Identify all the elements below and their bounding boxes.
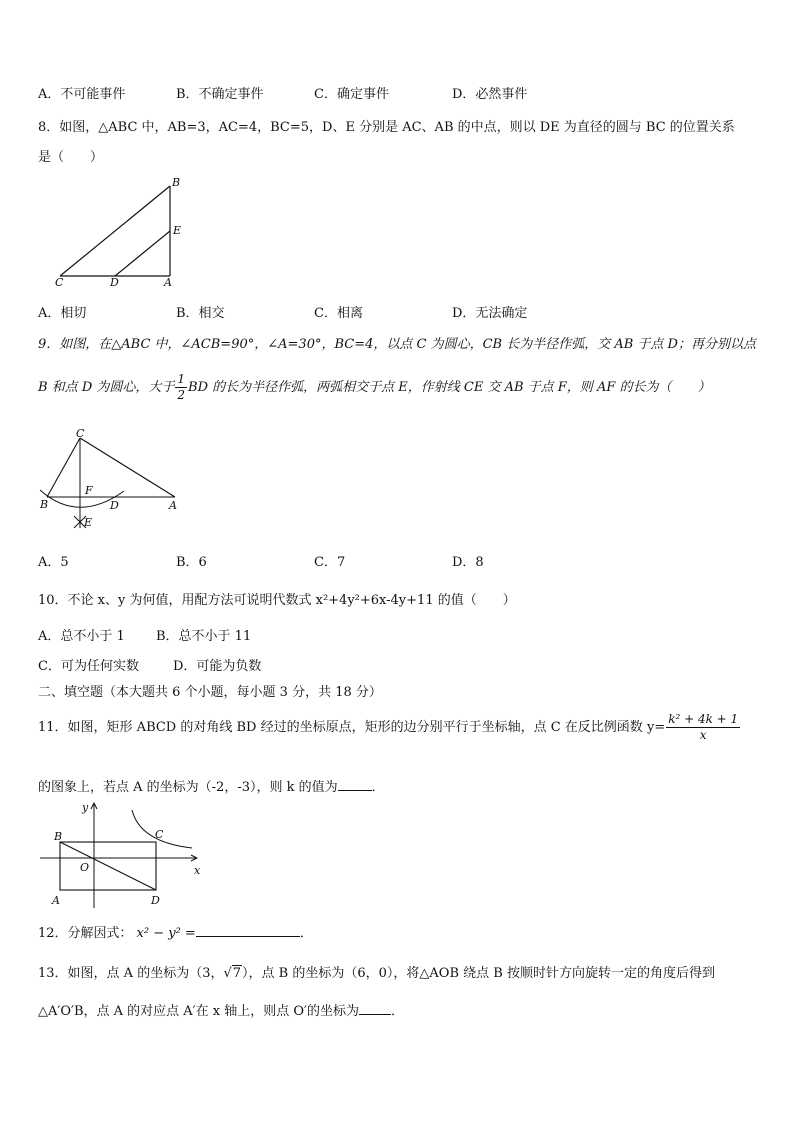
q13-stem-line1-a: 13．如图，点 A 的坐标为（3， <box>38 966 224 981</box>
q9-options <box>38 551 484 570</box>
q7-option-d: D．必然事件 <box>452 87 528 102</box>
q7-option-b: B．不确定事件 <box>176 87 264 102</box>
q8-label-c: C <box>55 276 64 289</box>
q9-option-d: D．8 <box>452 555 484 570</box>
q9-option-b: B．6 <box>176 555 207 570</box>
q11-stem-line2-b: ． <box>371 780 385 795</box>
q12-prefix: 12．分解因式： <box>38 926 133 941</box>
q10-option-d: D．可能为负数 <box>173 659 262 674</box>
q9-frac-den: 2 <box>177 388 186 402</box>
q13-stem-line2-a: △A′O′B，点 A 的对应点 A′在 x 轴上，则点 O′的坐标为 <box>38 1004 359 1019</box>
q9-fraction <box>175 372 187 403</box>
q9-label-a: A <box>169 499 177 512</box>
q9-option-a: A．5 <box>38 555 69 570</box>
q7-option-a: A．不可能事件 <box>38 87 126 102</box>
q11-label-c: C <box>155 828 164 841</box>
q8-option-d: D．无法确定 <box>452 306 528 321</box>
q7-options <box>38 83 527 102</box>
q9-label-f: F <box>85 484 93 497</box>
q11-stem-line1-text: 11．如图，矩形 ABCD 的对角线 BD 经过的坐标原点，矩形的边分别平行于坐标轴，点 C 在反比例函数 y= <box>38 720 666 735</box>
q8-label-e: E <box>173 224 182 237</box>
q8-options <box>38 302 527 321</box>
q7-option-c: C．确定事件 <box>314 87 389 102</box>
q10-option-a: A．总不小于 1 <box>38 629 125 644</box>
q13-sqrt-value: 7 <box>232 966 242 981</box>
q12-answer-blank[interactable] <box>196 924 300 937</box>
q8-label-a: A <box>164 276 172 289</box>
q9-stem-line1: 9．如图，在△ABC 中，∠ACB=90°，∠A=30°，BC=4，以点 C 为圆心，CB 长为半径作弧，交 AB 于点 D；再分别以点 <box>38 337 756 352</box>
q10-stem: 10．不论 x、y 为何值，用配方法可说明代数式 x²+4y²+6x-4y+11 的值（ ） <box>38 593 516 608</box>
q12-suffix: ． <box>299 926 313 941</box>
q9-option-c: C．7 <box>314 555 346 570</box>
q9-line-ca <box>80 438 175 497</box>
q11-stem-line1 <box>38 712 741 743</box>
q8-stem-line2: 是（ ） <box>38 150 104 165</box>
q8-label-b: B <box>172 176 181 189</box>
q9-stem-line2-b: BD 的长为半径作弧，两弧相交于点 E，作射线 CE 交 AB 于点 F，则 AF 的长为（ ） <box>188 380 711 395</box>
q8-line-de <box>115 231 170 276</box>
q9-label-c: C <box>76 428 85 440</box>
q10-options-row1 <box>38 625 251 644</box>
q9-stem-line2-a: B 和点 D 为圆心，大于 <box>38 380 175 395</box>
q8-option-a: A．相切 <box>38 306 87 321</box>
q11-figure <box>36 800 204 910</box>
q11-stem-line2 <box>38 776 385 795</box>
q12-expression: x² − y² = <box>136 926 196 941</box>
q8-option-b: B．相交 <box>176 306 225 321</box>
q11-frac-num: k² + 4k + 1 <box>668 712 739 726</box>
q8-line-cb <box>60 186 170 276</box>
q11-diagonal-bd <box>60 842 156 890</box>
section2-title: 二、填空题（本大题共 6 个小题，每小题 3 分，共 18 分） <box>38 685 382 700</box>
q9-stem-line2 <box>38 372 710 403</box>
q13-stem-line1 <box>38 962 715 981</box>
q11-answer-blank[interactable] <box>338 778 372 791</box>
q8-option-c: C．相离 <box>314 306 363 321</box>
q12-stem <box>38 922 313 941</box>
q13-stem-line2-b: ． <box>390 1004 404 1019</box>
q11-frac-den: x <box>699 728 707 742</box>
q11-label-o: O <box>80 861 90 874</box>
q11-stem-line2-a: 的图象上，若点 A 的坐标为（-2，-3），则 k 的值为 <box>38 780 338 795</box>
q8-figure <box>50 172 190 290</box>
q9-label-e: E <box>84 516 93 529</box>
q11-label-b: B <box>54 830 63 843</box>
q13-sqrt: √7 <box>223 966 242 981</box>
q11-label-y: y <box>82 801 89 814</box>
q9-figure <box>36 428 186 532</box>
q11-label-d: D <box>151 894 160 907</box>
q10-option-b: B．总不小于 11 <box>156 629 252 644</box>
q9-frac-num: 1 <box>177 372 186 386</box>
q8-stem-line1: 8．如图，△ABC 中，AB=3，AC=4，BC=5，D、E 分别是 AC、AB 的中点，则以 DE 为直径的圆与 BC 的位置关系 <box>38 120 735 135</box>
q13-answer-blank[interactable] <box>359 1002 391 1015</box>
q13-stem-line2 <box>38 1000 404 1019</box>
q9-label-b: B <box>40 498 49 511</box>
q11-label-a: A <box>52 894 60 907</box>
q13-stem-line1-b: ），点 B 的坐标为（6，0），将△AOB 绕点 B 按顺时针方向旋转一定的角度后得到 <box>242 966 715 981</box>
q9-label-d: D <box>110 499 119 512</box>
q9-line-cb <box>47 438 80 497</box>
q10-options-row2 <box>38 655 261 674</box>
q11-fraction <box>666 712 740 743</box>
q11-label-x: x <box>194 864 201 877</box>
q10-option-c: C．可为任何实数 <box>38 659 139 674</box>
q8-label-d: D <box>110 276 119 289</box>
